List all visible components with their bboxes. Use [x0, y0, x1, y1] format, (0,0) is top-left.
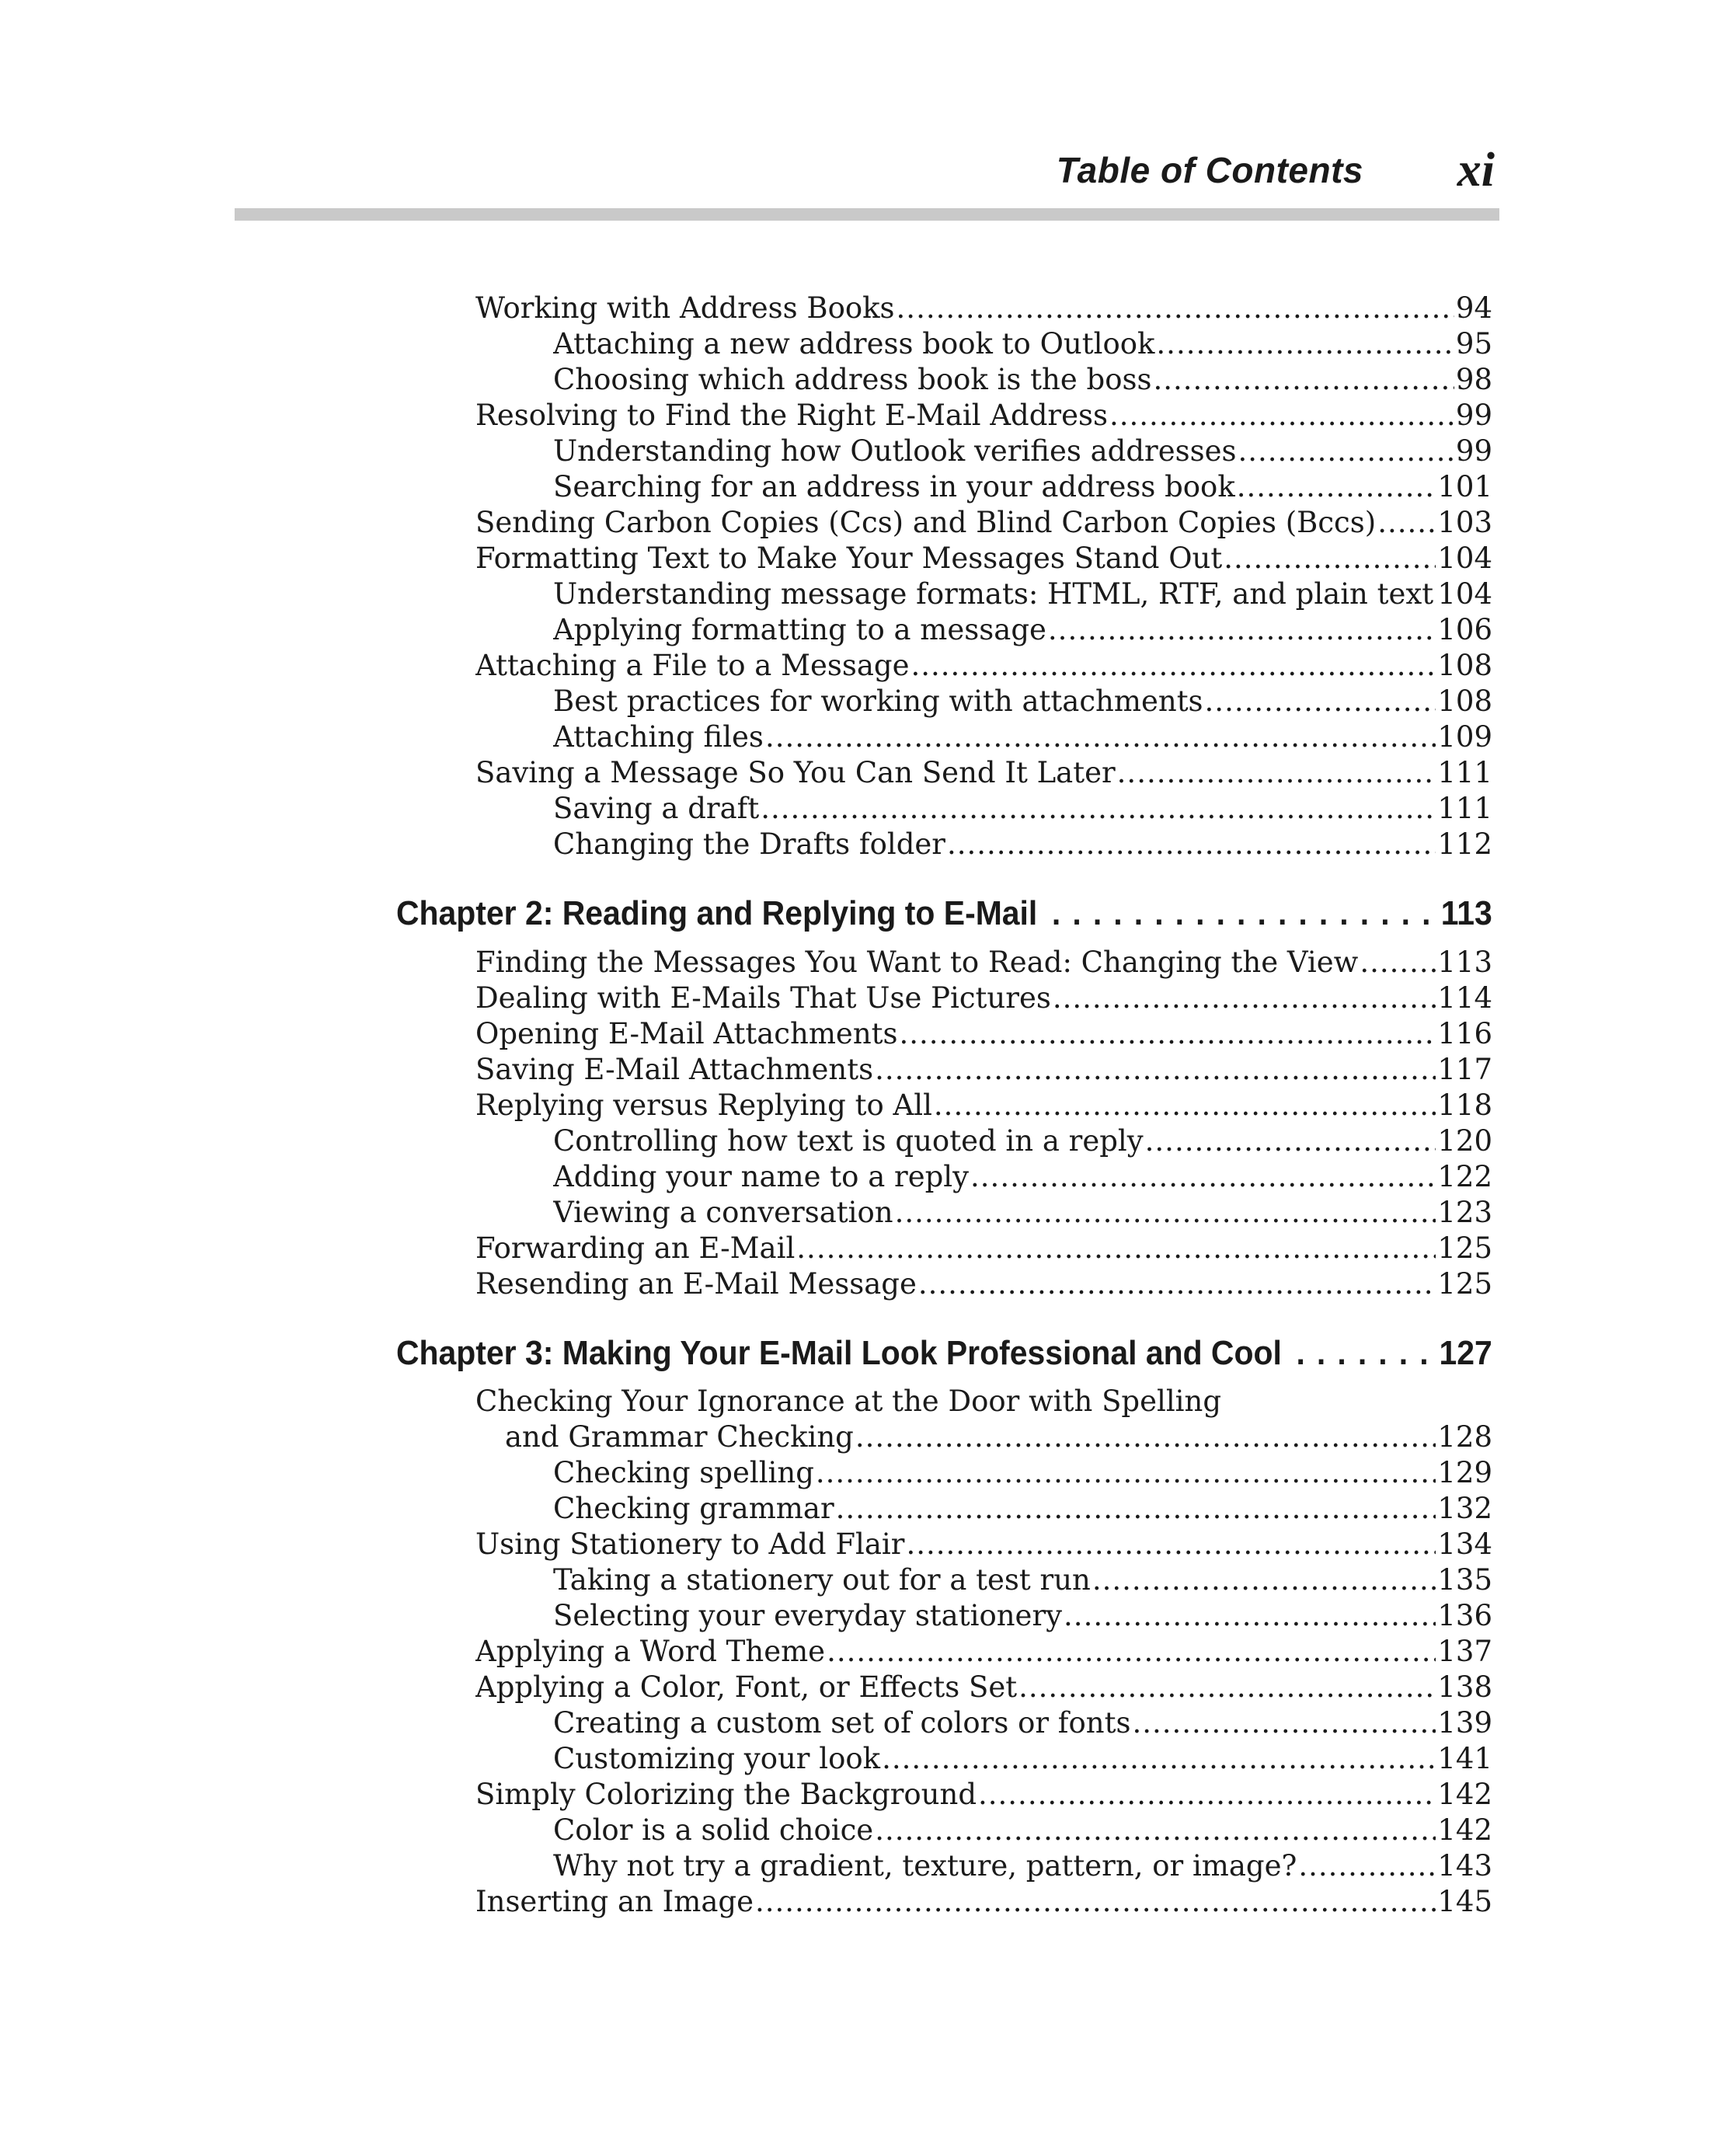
toc-entry[interactable]: [475, 980, 1492, 1016]
toc-entry-page: 136: [1437, 1599, 1492, 1632]
toc-entry[interactable]: [475, 648, 1492, 684]
toc-subentry[interactable]: [553, 1705, 1492, 1741]
toc-entry-page: 111: [1437, 756, 1492, 789]
toc-leader: [897, 291, 1454, 326]
toc-subentry[interactable]: [553, 1123, 1492, 1159]
toc-entry-page: 137: [1437, 1635, 1492, 1668]
toc-entry-title: Attaching files: [553, 720, 764, 754]
toc-entry-page: 109: [1437, 720, 1492, 754]
toc-leader: [1064, 1598, 1436, 1634]
toc-subentry[interactable]: [553, 827, 1492, 862]
toc-entry-title: Selecting your everyday stationery: [553, 1599, 1063, 1632]
toc-leader: [1238, 434, 1454, 469]
toc-entry[interactable]: [475, 398, 1492, 434]
toc-entry[interactable]: [475, 291, 1492, 326]
toc-entry-page: 135: [1437, 1563, 1492, 1597]
toc-leader: [906, 1527, 1436, 1562]
toc-entry[interactable]: [475, 1231, 1492, 1266]
toc-entry-page: 117: [1437, 1053, 1492, 1086]
toc-entry-page: 139: [1437, 1706, 1492, 1740]
toc-entry-title: Using Stationery to Add Flair: [475, 1527, 905, 1561]
chapter-leader: [1052, 890, 1433, 937]
toc-entry-page: 111: [1437, 792, 1492, 825]
toc-leader: [1205, 684, 1436, 719]
toc-leader: [947, 827, 1436, 862]
toc-entry-title: Applying formatting to a message: [553, 613, 1046, 646]
toc-leader: [978, 1777, 1436, 1813]
toc-entry-page: 125: [1437, 1231, 1492, 1265]
toc-leader: [1145, 1123, 1436, 1159]
header-page-number: xi: [1457, 144, 1495, 197]
toc-subentry[interactable]: [553, 1455, 1492, 1491]
toc-leader: [1092, 1562, 1436, 1598]
toc-leader: [1298, 1848, 1436, 1884]
toc-entry-title: Finding the Messages You Want to Read: Changing the View: [475, 946, 1359, 979]
toc-subentry[interactable]: [553, 362, 1492, 398]
toc-entry[interactable]: [475, 1088, 1492, 1123]
toc-leader: [910, 648, 1436, 684]
toc-entry-title: Controlling how text is quoted in a reply: [553, 1124, 1144, 1158]
toc-entry[interactable]: [475, 1266, 1492, 1302]
toc-entry-title: Changing the Drafts folder: [553, 827, 945, 861]
chapter-title: Chapter 3: Making Your E-Mail Look Professional and Cool: [396, 1334, 1282, 1372]
toc-entry-page: 128: [1437, 1420, 1492, 1454]
toc-entry-title: Opening E-Mail Attachments: [475, 1017, 898, 1050]
toc-leader: [882, 1741, 1436, 1777]
toc-entry-page: 145: [1437, 1885, 1492, 1918]
toc-entry[interactable]: [475, 945, 1492, 980]
toc-entry-page: 143: [1437, 1849, 1492, 1883]
toc-entry-page: 142: [1437, 1813, 1492, 1847]
toc-leader: [1224, 541, 1436, 576]
toc-entry-title: Resending an E-Mail Message: [475, 1267, 917, 1301]
toc-entry-page: 116: [1437, 1017, 1492, 1050]
toc-leader: [970, 1159, 1436, 1195]
toc-entry-page: 129: [1437, 1456, 1492, 1489]
toc-leader: [816, 1455, 1436, 1491]
toc-subentry[interactable]: [553, 1848, 1492, 1884]
toc-entry-title: Customizing your look: [553, 1742, 881, 1775]
toc-entry-page: 99: [1455, 399, 1492, 432]
toc-entry-title: Understanding message formats: HTML, RTF, and plain text: [553, 577, 1434, 611]
toc-entry-title: Adding your name to a reply: [553, 1160, 970, 1193]
toc-subentry[interactable]: [553, 612, 1492, 648]
toc-entry-title: Understanding how Outlook verifies addresses: [553, 434, 1237, 468]
toc-subentry[interactable]: [553, 719, 1492, 755]
toc-leader: [875, 1052, 1436, 1088]
toc-subentry[interactable]: [553, 1195, 1492, 1231]
toc-entry-title: Applying a Color, Font, or Effects Set: [475, 1670, 1018, 1704]
toc-entry[interactable]: [475, 1634, 1492, 1670]
toc-entry-title: Creating a custom set of colors or fonts: [553, 1706, 1131, 1740]
toc-subentry[interactable]: [553, 1562, 1492, 1598]
toc-entry-title: Inserting an Image: [475, 1885, 754, 1918]
toc-entry[interactable]: [475, 1016, 1492, 1052]
toc-entry-page: 106: [1437, 613, 1492, 646]
toc-subentry[interactable]: [553, 434, 1492, 469]
toc-leader: [761, 791, 1436, 827]
toc-entry-page: 95: [1455, 327, 1492, 360]
toc-subentry[interactable]: [553, 684, 1492, 719]
toc-subentry[interactable]: [553, 576, 1492, 612]
toc-entry-page: 104: [1437, 542, 1492, 575]
toc-entry-page: 120: [1437, 1124, 1492, 1158]
toc-entry-page: 94: [1455, 291, 1492, 325]
toc-subentry[interactable]: [553, 1491, 1492, 1527]
toc-entry-page: 142: [1437, 1778, 1492, 1811]
chapter-page: 127: [1439, 1334, 1492, 1372]
toc-entry-title: Color is a solid choice: [553, 1813, 874, 1847]
toc-subentry[interactable]: [553, 1813, 1492, 1848]
chapter-leader: [1296, 1330, 1430, 1377]
toc-entry-title: Resolving to Find the Right E-Mail Address: [475, 399, 1108, 432]
toc-subentry[interactable]: [553, 469, 1492, 505]
toc-leader: [895, 1195, 1436, 1231]
toc-entry-title: Viewing a conversation: [553, 1196, 893, 1229]
toc-entry[interactable]: [475, 755, 1492, 791]
toc-entry-page: 138: [1437, 1670, 1492, 1704]
toc-leader: [836, 1491, 1436, 1527]
toc-entry[interactable]: [475, 1384, 1221, 1419]
toc-entry-title: Saving E-Mail Attachments: [475, 1053, 874, 1086]
toc-leader: [1153, 362, 1454, 398]
toc-entry-page: 99: [1455, 434, 1492, 468]
toc-entry-page: 141: [1437, 1742, 1492, 1775]
toc-entry-page: 114: [1437, 981, 1492, 1015]
toc-leader: [1237, 469, 1436, 505]
toc-subentry[interactable]: [553, 1741, 1492, 1777]
toc-entry-title: Forwarding an E-Mail: [475, 1231, 796, 1265]
toc-entry-page: 134: [1437, 1527, 1492, 1561]
chapter-title: Chapter 2: Reading and Replying to E-Mail: [396, 894, 1038, 932]
toc-entry-title: Replying versus Replying to All: [475, 1088, 932, 1122]
toc-entry-title: Taking a stationery out for a test run: [553, 1563, 1091, 1597]
toc-entry-page: 101: [1437, 470, 1492, 503]
toc-leader: [875, 1813, 1436, 1848]
toc-leader: [1377, 505, 1436, 541]
toc-subentry[interactable]: [553, 326, 1492, 362]
toc-entry-title: Checking spelling: [553, 1456, 814, 1489]
toc-entry[interactable]: [475, 1884, 1492, 1920]
toc-leader: [755, 1884, 1436, 1920]
toc-leader: [918, 1266, 1436, 1302]
toc-entry-page: 108: [1437, 684, 1492, 718]
chapter-2-heading[interactable]: [396, 890, 1492, 937]
toc-entry-title: Why not try a gradient, texture, pattern, or image?: [553, 1849, 1297, 1883]
toc-entry-page: 104: [1437, 577, 1492, 611]
toc-entry-title: Working with Address Books: [475, 291, 895, 325]
toc-leader: [1053, 980, 1436, 1016]
toc-leader: [1018, 1670, 1436, 1705]
toc-leader: [1117, 755, 1436, 791]
toc-entry-page: 113: [1437, 946, 1492, 979]
chapter-page: 113: [1440, 894, 1492, 932]
toc-entry-title: Choosing which address book is the boss: [553, 363, 1152, 396]
toc-entry-title: Saving a Message So You Can Send It Later: [475, 756, 1116, 789]
toc-leader: [1435, 576, 1436, 612]
toc-entry-page: 112: [1437, 827, 1492, 861]
toc-entry-title: Checking Your Ignorance at the Door with Spelling: [475, 1385, 1222, 1418]
toc-leader: [1109, 398, 1454, 434]
toc-entry-title: and Grammar Checking: [505, 1420, 854, 1454]
toc-leader: [765, 719, 1436, 755]
toc-entry-title: Attaching a File to a Message: [475, 649, 910, 682]
toc-entry-title: Best practices for working with attachments: [553, 684, 1203, 718]
toc-entry-page: 125: [1437, 1267, 1492, 1301]
toc-leader: [1048, 612, 1436, 648]
toc-entry[interactable]: [475, 1670, 1492, 1705]
toc-entry[interactable]: [475, 1527, 1492, 1562]
toc-entry-page: 123: [1437, 1196, 1492, 1229]
toc-leader: [900, 1016, 1436, 1052]
toc-entry[interactable]: [475, 1052, 1492, 1088]
toc-entry-page: 98: [1455, 363, 1492, 396]
header-title: Table of Contents: [1056, 150, 1363, 190]
toc-entry-page: 108: [1437, 649, 1492, 682]
toc-entry-page: 122: [1437, 1160, 1492, 1193]
toc-subentry[interactable]: [553, 1159, 1492, 1195]
toc-entry-title: Checking grammar: [553, 1492, 834, 1525]
toc-leader: [1360, 945, 1436, 980]
toc-entry[interactable]: [475, 505, 1492, 541]
toc-leader: [1156, 326, 1454, 362]
toc-entry[interactable]: [475, 1777, 1492, 1813]
chapter-3-heading[interactable]: [396, 1330, 1492, 1377]
toc-subentry[interactable]: [553, 791, 1492, 827]
toc-entry-page: 103: [1437, 506, 1492, 539]
toc-entry-title: Applying a Word Theme: [475, 1635, 826, 1668]
toc-subentry[interactable]: [553, 1598, 1492, 1634]
toc-entry-page: 132: [1437, 1492, 1492, 1525]
toc-entry-title: Saving a draft: [553, 792, 760, 825]
toc-entry-title: Formatting Text to Make Your Messages Stand Out: [475, 542, 1223, 575]
toc-entry-continued[interactable]: [505, 1419, 1492, 1455]
toc-entry-title: Dealing with E-Mails That Use Pictures: [475, 981, 1051, 1015]
toc-entry-title: Simply Colorizing the Background: [475, 1778, 977, 1811]
toc-entry-page: 118: [1437, 1088, 1492, 1122]
toc-leader: [796, 1231, 1436, 1266]
toc-leader: [827, 1634, 1436, 1670]
toc-entry-title: Searching for an address in your address book: [553, 470, 1235, 503]
toc-entry-title: Sending Carbon Copies (Ccs) and Blind Carbon Copies (Bccs): [475, 506, 1377, 539]
toc-leader: [934, 1088, 1436, 1123]
toc-leader: [855, 1419, 1436, 1455]
toc-entry-title: Attaching a new address book to Outlook: [553, 327, 1155, 360]
toc-entry[interactable]: [475, 541, 1492, 576]
toc-leader: [1132, 1705, 1436, 1741]
